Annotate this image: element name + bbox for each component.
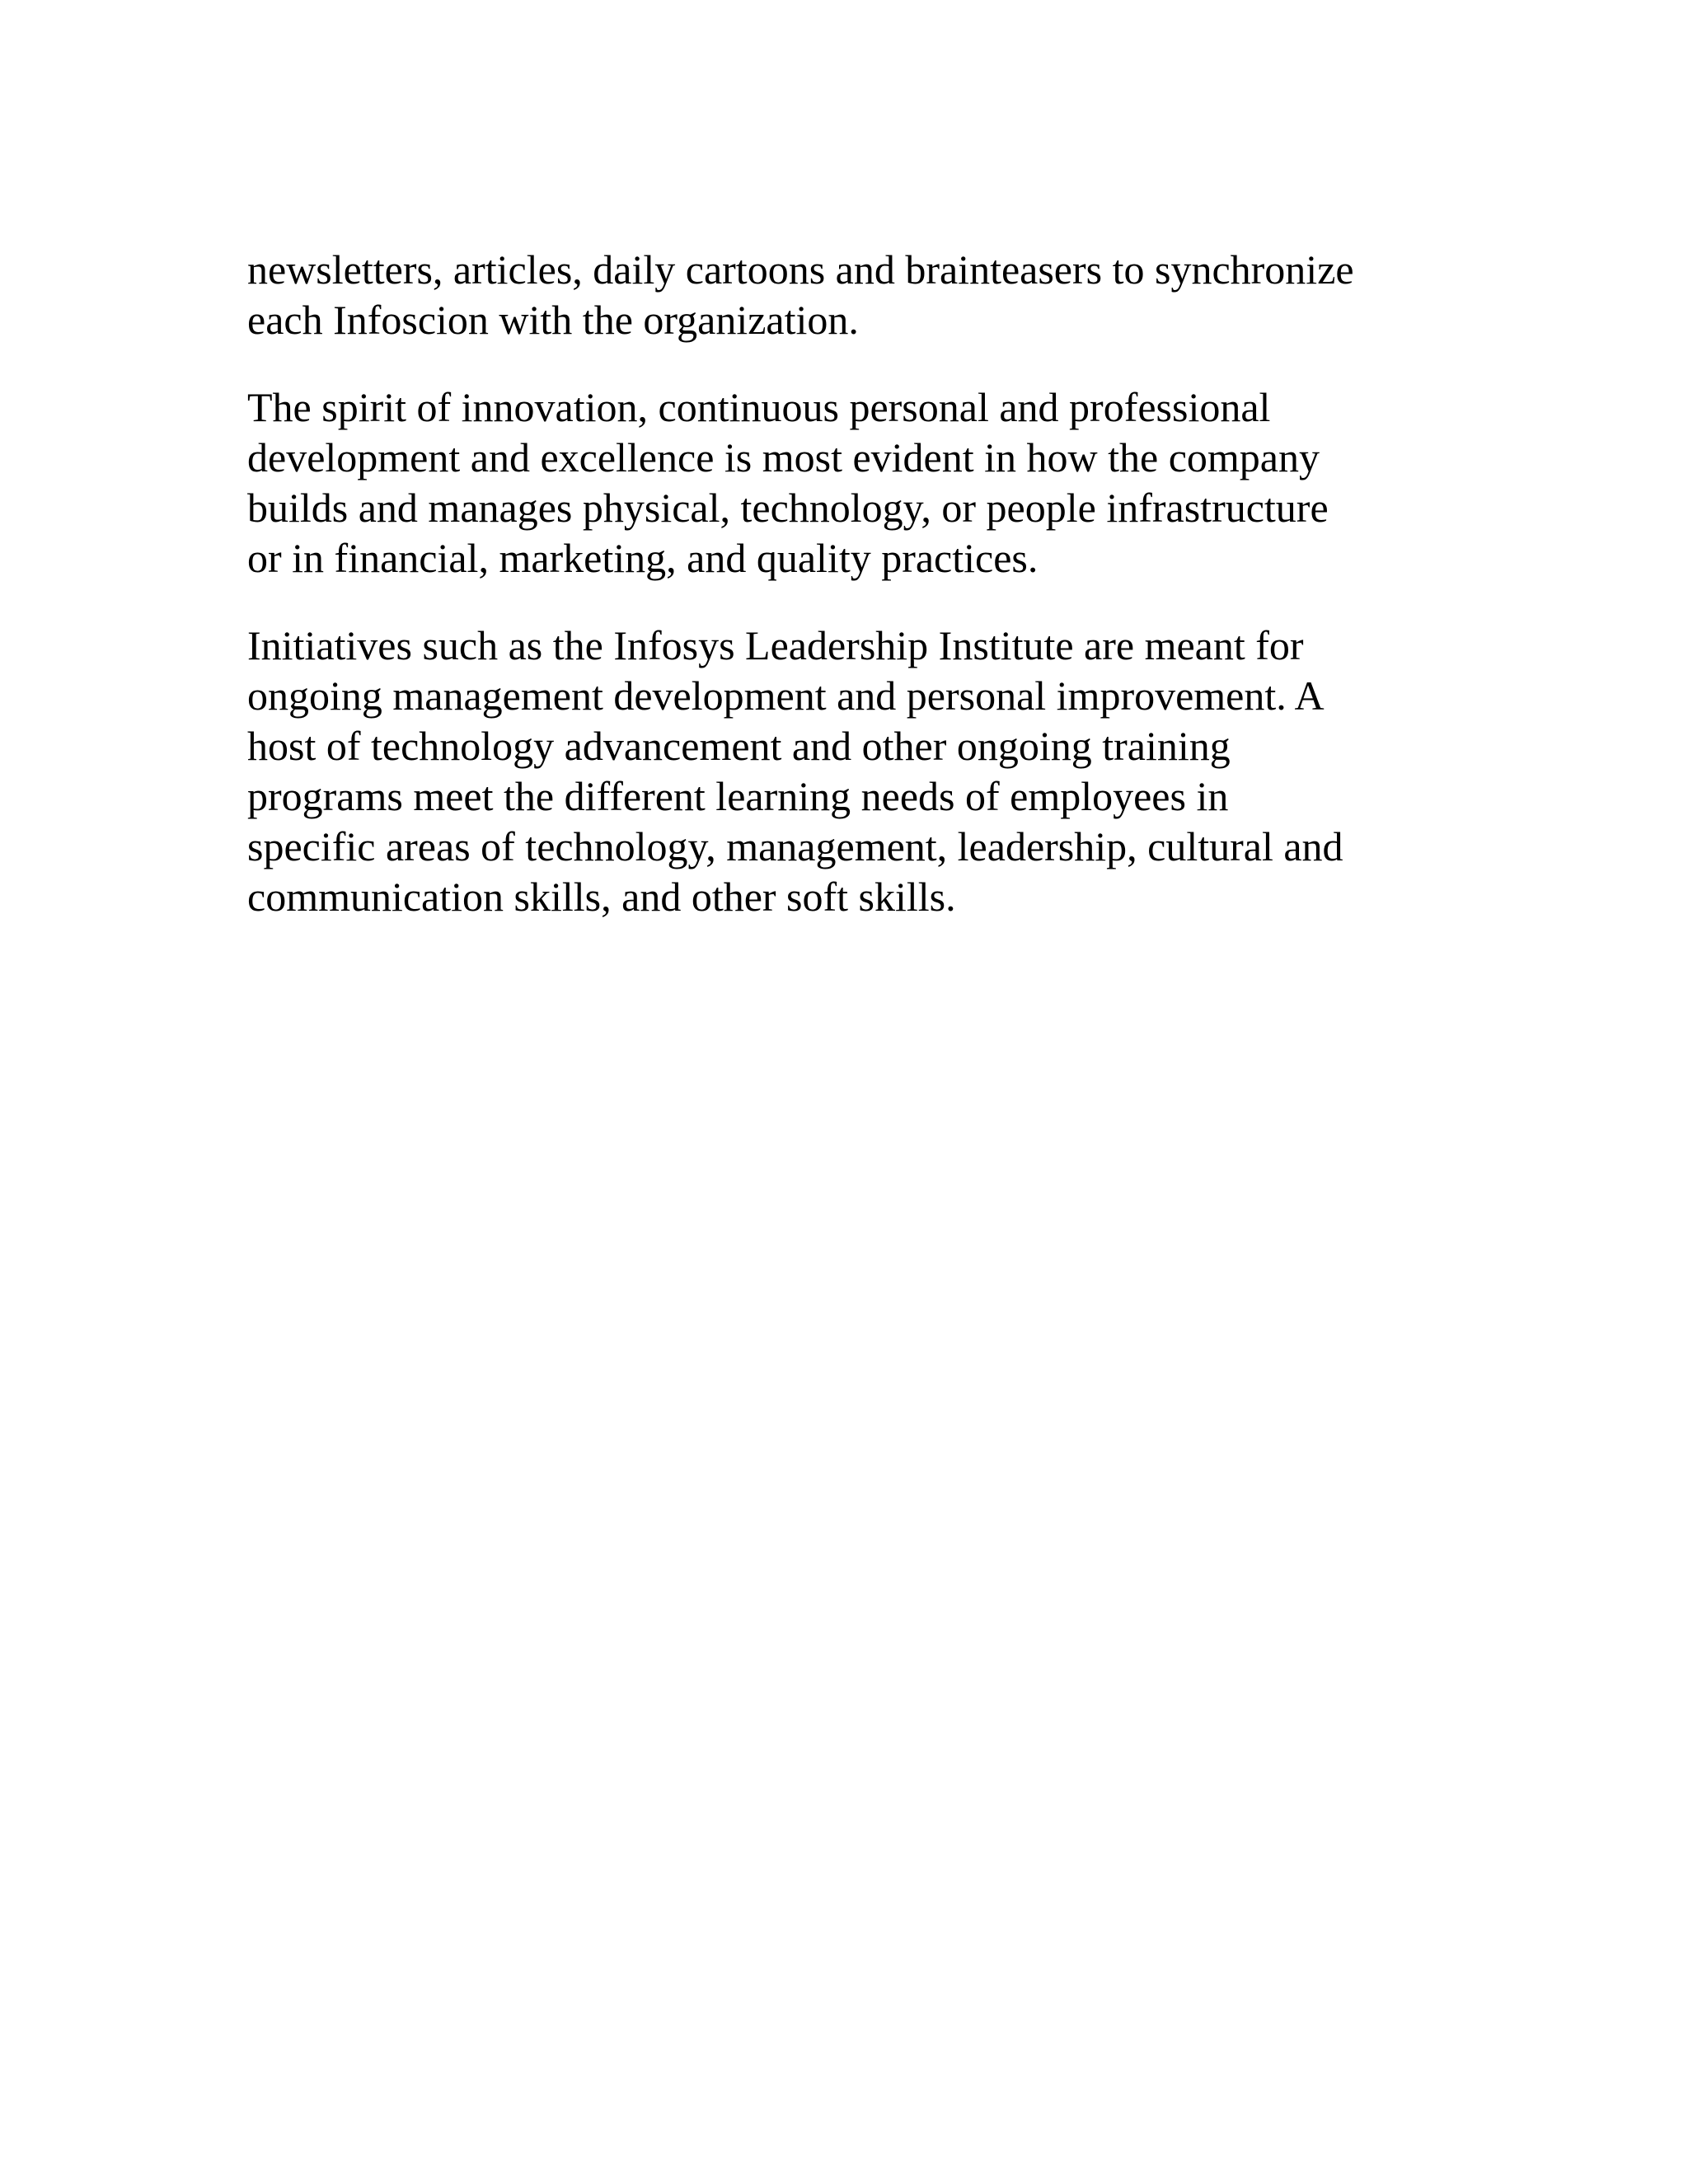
- text-line: programs meet the different learning needs of employees in: [247, 773, 1229, 819]
- paragraph-3: [247, 621, 1451, 922]
- text-line: ongoing management development and personal improvement. A: [247, 673, 1325, 719]
- text-line: or in financial, marketing, and quality practices.: [247, 535, 1039, 581]
- text-line: builds and manages physical, technology, or people infrastructure: [247, 485, 1329, 531]
- text-line: specific areas of technology, management, leadership, cultural and: [247, 823, 1343, 869]
- text-line: The spirit of innovation, continuous personal and professional: [247, 384, 1271, 430]
- text-line: each Infoscion with the organization.: [247, 297, 859, 343]
- document-body: [247, 245, 1451, 959]
- paragraph-2: [247, 382, 1451, 583]
- text-line: communication skills, and other soft skills.: [247, 874, 956, 920]
- text-line: host of technology advancement and other ongoing training: [247, 723, 1231, 769]
- text-line: Initiatives such as the Infosys Leadership Institute are meant for: [247, 622, 1304, 668]
- text-line: development and excellence is most evident in how the company: [247, 434, 1320, 480]
- text-line: newsletters, articles, daily cartoons and brainteasers to synchronize: [247, 246, 1354, 293]
- paragraph-1: [247, 245, 1451, 345]
